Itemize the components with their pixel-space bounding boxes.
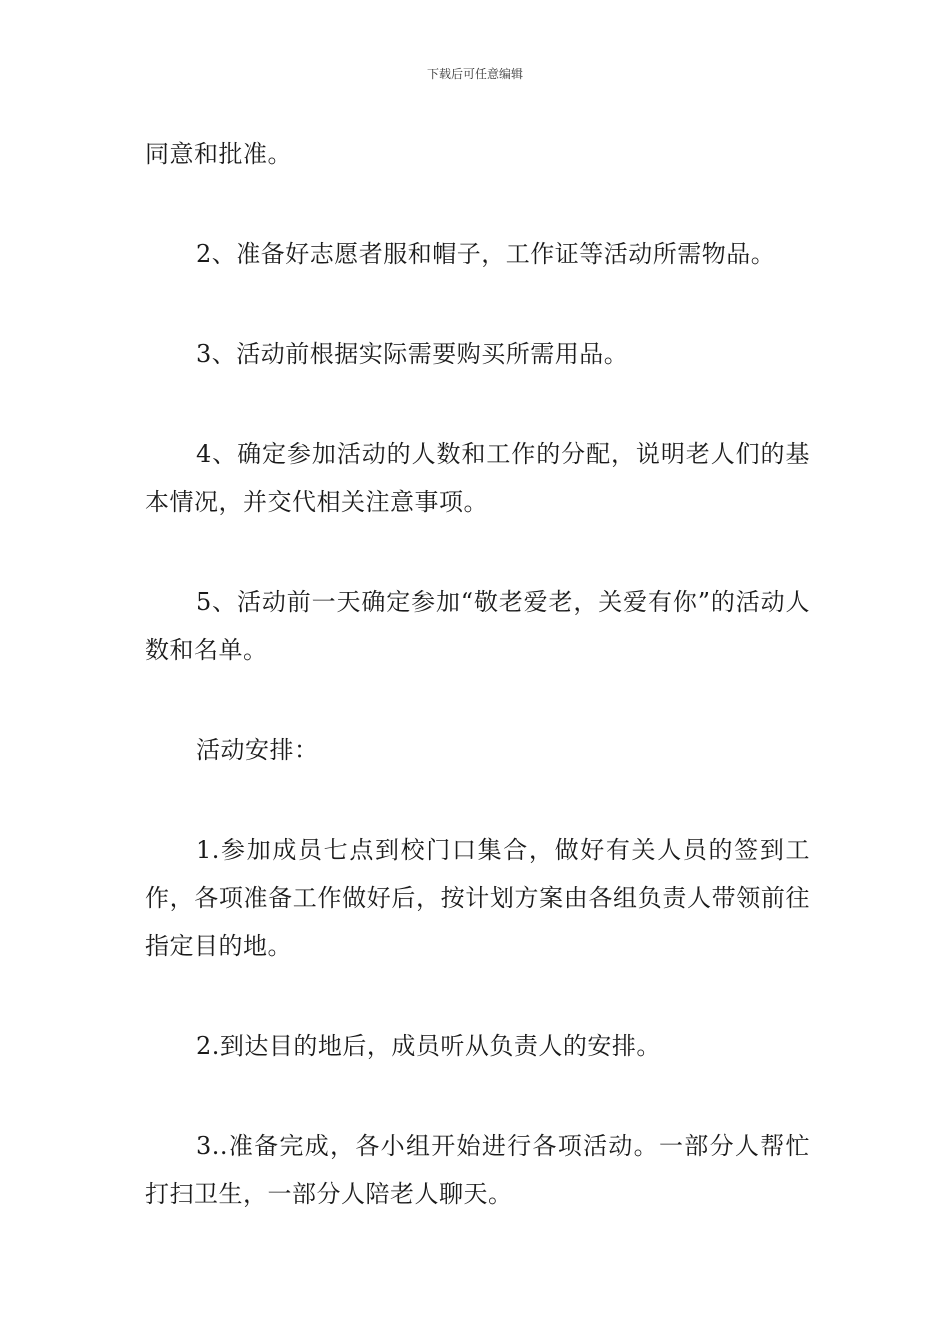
document-body xyxy=(145,130,810,1270)
page-header: 下载后可任意编辑 xyxy=(426,67,523,81)
paragraph: 同意和批准。 xyxy=(145,140,292,168)
section-heading: 活动安排： xyxy=(196,736,319,764)
paragraph: 1.参加成员七点到校门口集合，做好有关人员的签到工作，各项准备工作做好后，按计划方案由各组负责人带领前往指定目的地。 xyxy=(145,836,810,960)
paragraph: 2、准备好志愿者服和帽子，工作证等活动所需物品。 xyxy=(196,240,776,268)
paragraph: 3..准备完成，各小组开始进行各项活动。一部分人帮忙打扫卫生，一部分人陪老人聊天。 xyxy=(145,1132,810,1208)
paragraph: 3、活动前根据实际需要购买所需用品。 xyxy=(196,340,629,368)
paragraph: 5、活动前一天确定参加“敬老爱老，关爱有你”的活动人数和名单。 xyxy=(145,588,810,664)
paragraph: 4、确定参加活动的人数和工作的分配，说明老人们的基本情况，并交代相关注意事项。 xyxy=(145,440,810,516)
paragraph: 2.到达目的地后，成员听从负责人的安排。 xyxy=(196,1032,661,1060)
